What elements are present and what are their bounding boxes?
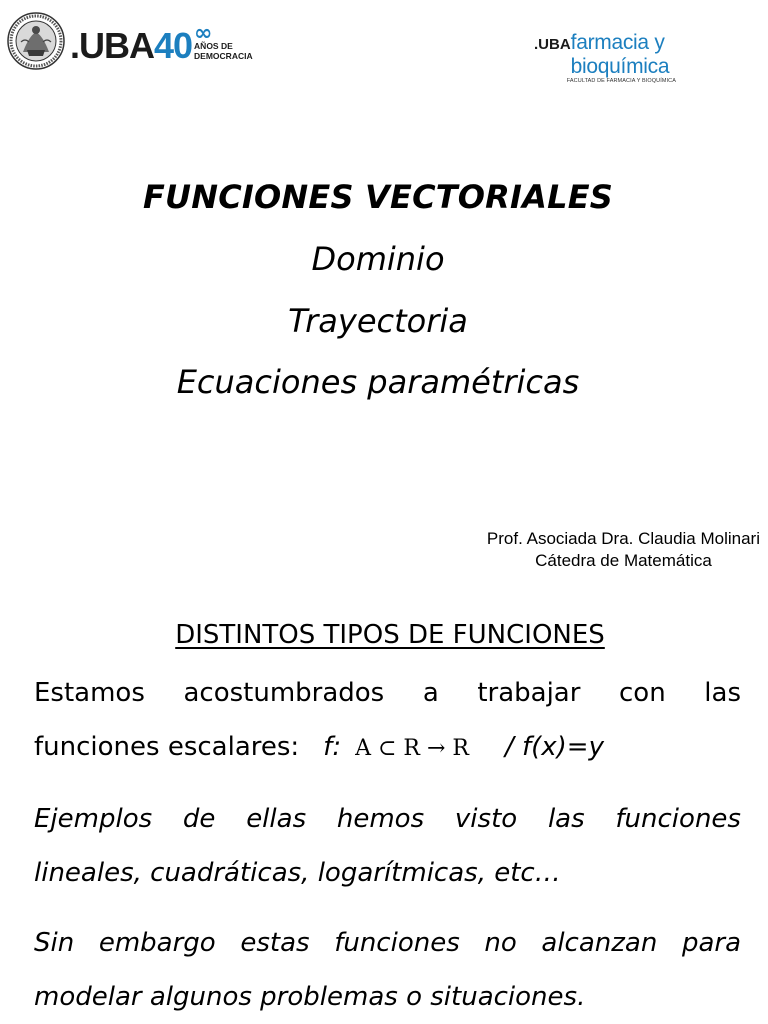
subtitle-ecuaciones: Ecuaciones paramétricas	[176, 363, 580, 401]
p1-word: a	[422, 678, 439, 708]
p1-word: con	[619, 678, 666, 708]
author-block	[487, 528, 760, 572]
p3-word: para	[681, 928, 741, 958]
paragraph-examples	[34, 792, 741, 900]
p3-word: Sin	[34, 928, 75, 958]
p3-line1	[34, 916, 741, 970]
section-heading: DISTINTOS TIPOS DE FUNCIONES	[175, 620, 605, 650]
p3-line2: modelar algunos problemas o situaciones.	[34, 982, 586, 1012]
author-name: Prof. Asociada Dra. Claudia Molinari	[486, 529, 760, 548]
p1-line2	[34, 720, 741, 776]
p1-word: Estamos	[34, 678, 145, 708]
uba-logo-word: .UBA	[70, 25, 154, 66]
subtitle-trayectoria: Trayectoria	[288, 302, 468, 340]
formula-domain-set: A ⊂ R → R	[355, 736, 469, 761]
paragraph-scalar-functions	[34, 666, 741, 776]
infinity-icon: ∞	[194, 21, 213, 46]
uba-logo-line2: DEMOCRACIA	[194, 51, 253, 61]
p2-line1	[34, 792, 741, 846]
uba-logo-number: 40	[154, 25, 193, 66]
p1-word: trabajar	[477, 678, 581, 708]
p3-word: funciones	[334, 928, 460, 958]
faculty-logo-subtitle: FACULTAD DE FARMACIA Y BIOQUÍMICA	[566, 78, 676, 84]
formula-function-name: f:	[323, 732, 342, 762]
p2-word: las	[547, 804, 585, 834]
paragraph-limitations	[34, 916, 741, 1024]
p2-word: funciones	[615, 804, 741, 834]
faculty-logo-name: farmacia y bioquímica	[570, 31, 670, 78]
p2-word: visto	[454, 804, 518, 834]
p3-word: no	[484, 928, 517, 958]
uba40-logo	[70, 22, 253, 66]
p2-line2: lineales, cuadráticas, logarítmicas, etc…	[34, 858, 561, 888]
p2-word: de	[182, 804, 216, 834]
p2-word: Ejemplos	[34, 804, 153, 834]
faculty-logo-prefix: .UBA	[534, 36, 571, 53]
subtitle-dominio: Dominio	[311, 240, 445, 278]
faculty-logo	[534, 31, 754, 84]
p2-word: ellas	[246, 804, 307, 834]
p1-word: acostumbrados	[183, 678, 385, 708]
p1-word: las	[704, 678, 741, 708]
p1-line1	[34, 666, 741, 720]
p3-word: alcanzan	[541, 928, 658, 958]
p3-word: estas	[240, 928, 310, 958]
university-seal-logo	[7, 12, 65, 70]
p1-line2-text: funciones escalares:	[34, 732, 300, 762]
p3-word: embargo	[98, 928, 216, 958]
author-department: Cátedra de Matemática	[535, 551, 712, 570]
page-title: FUNCIONES VECTORIALES	[143, 178, 613, 216]
uba-logo-line1: AÑOS DE	[194, 41, 233, 51]
p2-word: hemos	[336, 804, 425, 834]
formula-definition: / f(x)=y	[504, 732, 604, 762]
